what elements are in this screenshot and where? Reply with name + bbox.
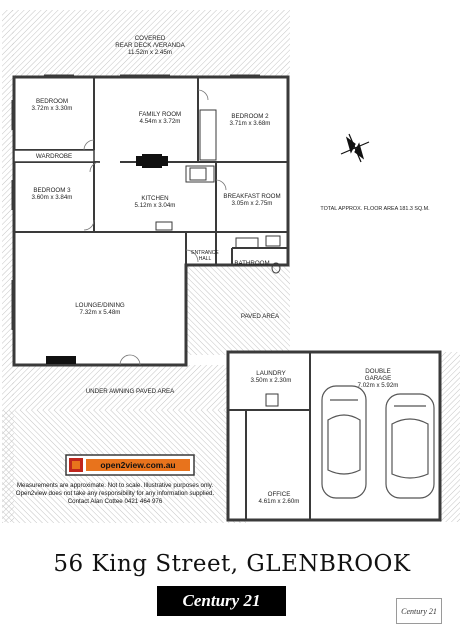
kitchen-label: KITCHEN	[141, 195, 169, 202]
entrance-label-2: HALL	[198, 256, 212, 262]
bedroom-dims: 3.72m x 3.30m	[31, 105, 73, 112]
disclaimer-line-1: Measurements are approximate. Not to scale. Illustrative purposes only.	[16, 482, 214, 489]
disclaimer-line-2: Open2view does not take any responsibility for any information supplied.	[15, 490, 215, 497]
fireplace-right	[162, 156, 168, 166]
total-area-label: TOTAL APPROX. FLOOR AREA 181.3 SQ.M.	[320, 206, 430, 212]
fireplace	[142, 154, 162, 168]
bedroom3-label: BEDROOM 3	[33, 187, 71, 194]
paved-hatch	[186, 265, 290, 355]
century21-small-logo: Century 21	[396, 598, 442, 624]
lounge-label: LOUNGE/DINING	[75, 302, 125, 309]
family-room-label: FAMILY ROOM	[138, 111, 182, 118]
garage-label-2: GARAGE	[364, 375, 392, 382]
deck-dims: 11.52m x 2.45m	[128, 49, 172, 56]
family-room-dims: 4.54m x 3.72m	[139, 118, 181, 125]
century21-logo: Century 21	[157, 586, 286, 616]
bathroom-label: BATHROOM	[234, 260, 270, 267]
breakfast-room-dims: 3.05m x 2.75m	[231, 200, 273, 207]
bedroom3-dims: 3.60m x 3.84m	[31, 194, 73, 201]
bedroom2-wardrobe	[200, 110, 216, 160]
wardrobe-label: WARDROBE	[35, 153, 73, 160]
laundry-dims: 3.50m x 2.30m	[250, 377, 292, 384]
deck-label-1: COVERED	[134, 35, 166, 42]
bedroom2-label: BEDROOM 2	[231, 113, 269, 120]
bedroom-label: BEDROOM	[36, 98, 68, 105]
entrance-label-1: ENTRANCE	[191, 250, 219, 256]
lounge-fireplace	[46, 356, 76, 364]
disclaimer-line-3: Contact Alan Cottee 0421 464 976	[67, 498, 163, 505]
deck-label-2: REAR DECK /VERANDA	[115, 42, 185, 49]
fireplace-left	[136, 156, 142, 166]
bedroom2-dims: 3.71m x 3.68m	[229, 120, 271, 127]
breakfast-room-label: BREAKFAST ROOM	[223, 193, 281, 200]
lounge-dims: 7.32m x 5.48m	[79, 309, 121, 316]
under-awning-label: UNDER AWNING PAVED AREA	[85, 388, 175, 395]
right-hatch	[440, 352, 460, 522]
compass-icon	[341, 134, 369, 162]
paved-area-label: PAVED AREA	[240, 313, 280, 320]
brand-text: open2view.com.au	[100, 460, 176, 470]
laundry-label: LAUNDRY	[256, 370, 286, 377]
garage-dims: 7.02m x 5.92m	[357, 382, 399, 389]
garage-label-1: DOUBLE	[365, 368, 391, 375]
property-address: 56 King Street, GLENBROOK	[53, 551, 411, 577]
office-dims: 4.61m x 2.60m	[258, 498, 300, 505]
open2view-badge	[66, 455, 194, 475]
kitchen-dims: 5.12m x 3.04m	[134, 202, 176, 209]
office-label: OFFICE	[267, 491, 291, 498]
